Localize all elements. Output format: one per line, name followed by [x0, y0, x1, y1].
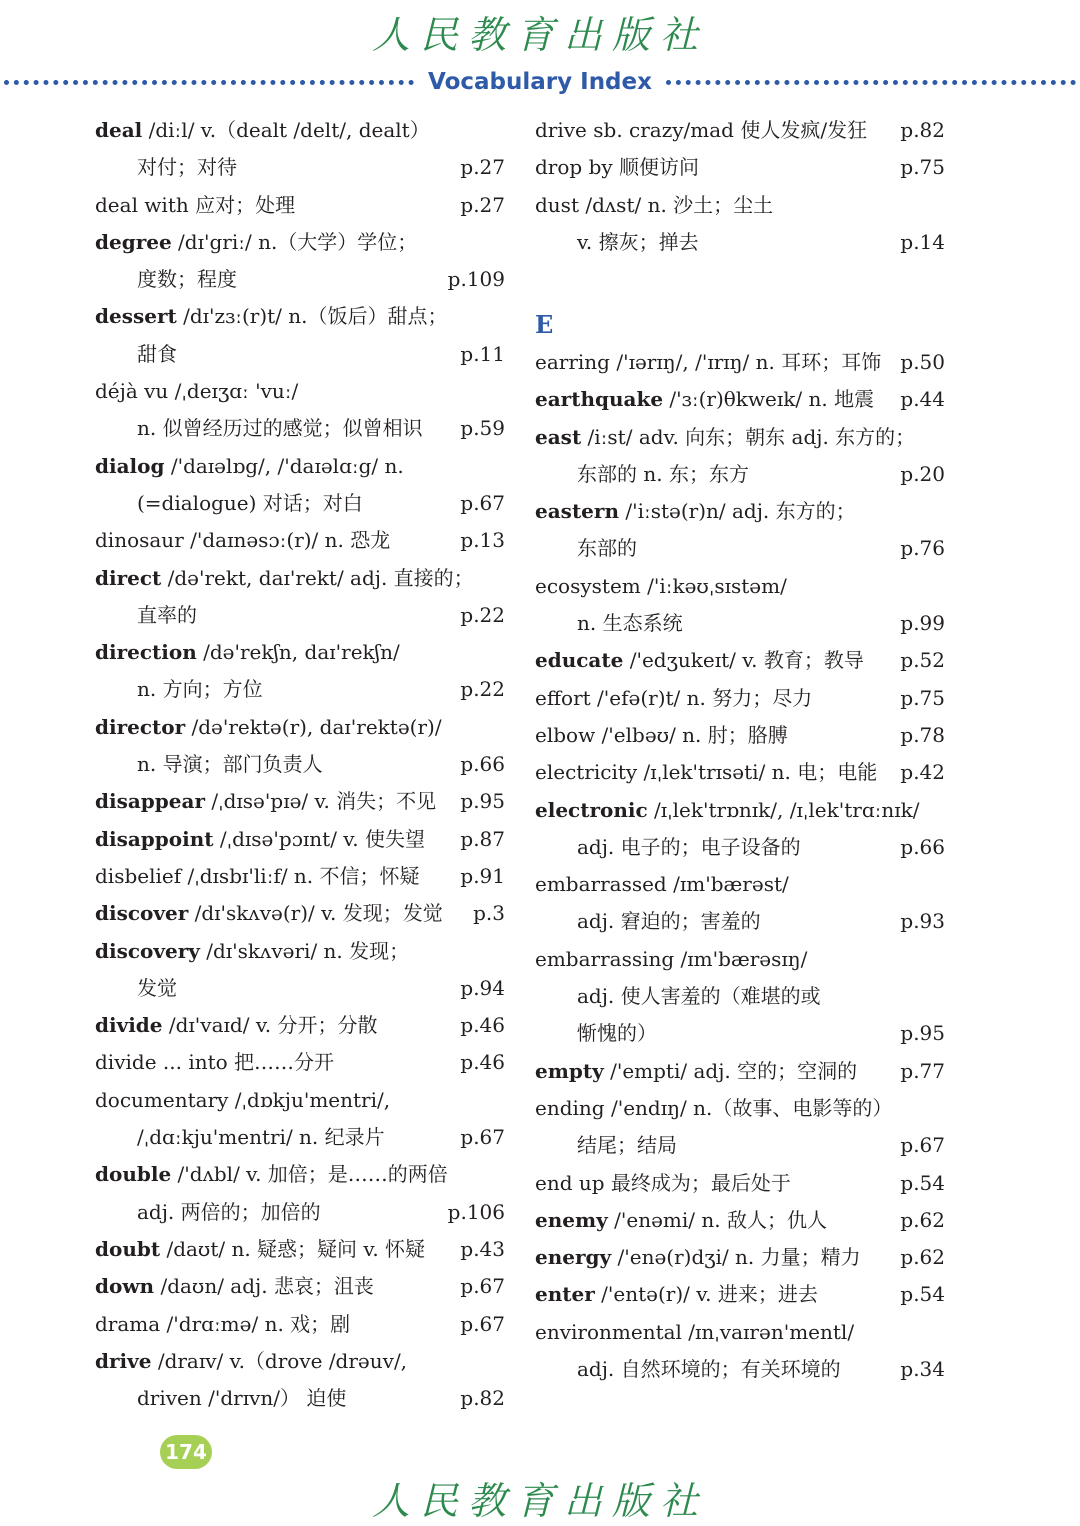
- vocab-entry: [95, 298, 505, 335]
- headword: deal with: [95, 192, 189, 217]
- vocab-entry: [95, 1082, 505, 1119]
- entry-definition: /dʌst/ n. 沙土；尘土: [578, 192, 774, 217]
- headword: dinosaur: [95, 528, 184, 553]
- headword: drive sb. crazy/mad: [535, 118, 734, 142]
- page-reference: p.67: [460, 1311, 505, 1336]
- headword: dialog: [95, 453, 165, 478]
- headword: drive: [95, 1348, 152, 1373]
- headword: end up: [535, 1170, 605, 1195]
- headword: déjà vu: [95, 379, 169, 404]
- entry-definition: 结尾；结局: [577, 1133, 677, 1158]
- headword: doubt: [95, 1236, 161, 1261]
- vocab-entry: [95, 560, 505, 597]
- entry-definition: /'enəmi/ n. 敌人；仇人: [607, 1207, 827, 1232]
- entry-definition: /daʊn/ adj. 悲哀；沮丧: [154, 1274, 374, 1299]
- headword: empty: [535, 1058, 604, 1083]
- page-reference: p.67: [900, 1133, 945, 1158]
- page-reference: p.78: [900, 722, 945, 747]
- headword: deal: [95, 118, 143, 142]
- entry-definition: 发觉: [137, 975, 177, 1000]
- entry-definition: /dɪ'zɜː(r)t/ n.（饭后）甜点；: [176, 304, 448, 329]
- vocab-entry: [535, 419, 945, 456]
- right-column-e: [535, 344, 945, 1388]
- vocab-entry: [95, 448, 505, 485]
- header-dots-right: [666, 80, 1076, 85]
- page-number-badge: 174: [160, 1435, 212, 1469]
- entry-definition: /ɪˌlek'trɒnɪk/, /ɪˌlek'trɑːnɪk/: [647, 797, 920, 822]
- page-reference: p.20: [900, 461, 945, 486]
- vocab-entry: [535, 1053, 945, 1090]
- entry-continuation: [95, 149, 505, 186]
- entry-definition: 直率的: [137, 602, 197, 627]
- entry-continuation: [535, 605, 945, 642]
- vocab-entry: [535, 1090, 945, 1127]
- entry-definition: /daʊt/ n. 疑惑；疑问 v. 怀疑: [160, 1236, 426, 1261]
- page-reference: p.76: [900, 536, 945, 561]
- vocab-entry: [95, 933, 505, 970]
- entry-continuation: [95, 1119, 505, 1156]
- vocab-entry: [535, 792, 945, 829]
- entry-definition: 甜食: [137, 341, 177, 366]
- entry-definition: /ɪm'bærəst/: [666, 872, 789, 897]
- entry-definition: /dɪ'vaɪd/ v. 分开；分散: [162, 1013, 378, 1038]
- entry-definition: adj. 自然环境的；有关环境的: [577, 1357, 841, 1382]
- entry-definition: adj. 电子的；电子设备的: [577, 834, 801, 859]
- entry-definition: 东部的: [577, 536, 637, 561]
- page-reference: p.95: [900, 1021, 945, 1046]
- entry-definition: 对付；对待: [137, 155, 237, 180]
- page-reference: p.87: [460, 826, 505, 851]
- headword: disappear: [95, 789, 205, 814]
- entry-definition: /dɪ'skʌvə(r)/ v. 发现；发觉: [188, 901, 443, 926]
- entry-definition: /də'rekt, daɪ'rekt/ adj. 直接的；: [161, 565, 474, 590]
- vocab-entry: [95, 858, 505, 895]
- entry-continuation: [95, 336, 505, 373]
- entry-definition: adj. 窘迫的；害羞的: [577, 909, 761, 934]
- entry-continuation: [535, 903, 945, 940]
- entry-definition: v. 擦灰；掸去: [577, 229, 699, 254]
- page-reference: p.93: [900, 909, 945, 934]
- page-reference: p.67: [460, 1274, 505, 1299]
- vocab-entry: [95, 1343, 505, 1380]
- header-title: Vocabulary Index: [428, 69, 652, 95]
- publisher-watermark-top: 人民教育出版社: [371, 13, 708, 57]
- page-reference: p.62: [900, 1245, 945, 1270]
- vocab-entry: [95, 821, 505, 858]
- vocab-entry: [535, 1314, 945, 1351]
- headword: environmental: [535, 1319, 682, 1344]
- entry-definition: /dɪ'griː/ n.（大学）学位；: [171, 229, 418, 254]
- entry-continuation: [535, 1015, 945, 1052]
- page-reference: p.54: [900, 1282, 945, 1307]
- vocab-entry: [535, 381, 945, 418]
- entry-definition: adj. 两倍的；加倍的: [137, 1199, 321, 1224]
- vocab-entry: [535, 717, 945, 754]
- entry-definition: /ˌdɪsə'pɪə/ v. 消失；不见: [205, 789, 437, 814]
- page-reference: p.94: [460, 975, 505, 1000]
- entry-definition: 应对；处理: [188, 192, 296, 217]
- headword: down: [95, 1274, 155, 1299]
- entry-continuation: [535, 1127, 945, 1164]
- headword: discovery: [95, 938, 200, 963]
- vocab-entry: [95, 1007, 505, 1044]
- headword: embarrassing: [535, 946, 675, 971]
- entry-definition: /draɪv/ v.（drove /drəuv/,: [151, 1348, 408, 1373]
- entry-definition: 惭愧的）: [577, 1021, 657, 1046]
- page-reference: p.27: [460, 192, 505, 217]
- entry-definition: /'ɜː(r)θkweɪk/ n. 地震: [663, 387, 875, 412]
- entry-definition: /ˌdeɪʒɑː 'vuː/: [168, 379, 299, 404]
- headword: elbow: [535, 722, 596, 747]
- headword: electronic: [535, 797, 648, 822]
- vocab-entry: [535, 642, 945, 679]
- entry-definition: /'iːkəʊˌsɪstəm/: [640, 573, 787, 598]
- page-reference: p.43: [460, 1236, 505, 1261]
- entry-continuation: [535, 224, 945, 261]
- headword: drama: [95, 1311, 161, 1336]
- vocab-entry: [535, 112, 945, 149]
- page-reference: p.75: [900, 685, 945, 710]
- entry-continuation: [535, 829, 945, 866]
- headword: educate: [535, 648, 624, 673]
- page-reference: p.54: [900, 1170, 945, 1195]
- entry-definition: 度数；程度: [137, 267, 237, 292]
- header-dots-left: [4, 80, 414, 85]
- page-reference: p.46: [460, 1050, 505, 1075]
- page-reference: p.52: [900, 648, 945, 673]
- entry-definition: 东部的 n. 东；东方: [577, 461, 749, 486]
- page-reference: p.22: [460, 602, 505, 627]
- vocab-entry: [95, 1156, 505, 1193]
- entry-continuation: [95, 746, 505, 783]
- entry-definition: /ˌdɪsbɪ'liːf/ n. 不信；怀疑: [181, 863, 420, 888]
- page-reference: p.59: [460, 416, 505, 441]
- entry-continuation: [95, 261, 505, 298]
- headword: effort: [535, 685, 591, 710]
- vocab-entry: [95, 895, 505, 932]
- page-reference: p.82: [900, 118, 945, 142]
- entry-continuation: [95, 597, 505, 634]
- left-column: [95, 112, 505, 1417]
- headword: embarrassed: [535, 872, 667, 897]
- vocab-entry: [95, 187, 505, 224]
- headword: documentary: [95, 1087, 229, 1112]
- entry-continuation: [95, 485, 505, 522]
- headword: direct: [95, 565, 162, 590]
- vocab-entry: [535, 1239, 945, 1276]
- entry-definition: /dɪ'skʌvəri/ n. 发现；: [199, 938, 410, 963]
- headword: disbelief: [95, 863, 182, 888]
- page-reference: p.106: [447, 1199, 505, 1224]
- headword: divide: [95, 1013, 163, 1038]
- vocab-entry: [535, 1202, 945, 1239]
- vocab-entry: [95, 634, 505, 671]
- page-reference: p.50: [900, 350, 945, 374]
- entry-definition: /'ɪərɪŋ/, /'ɪrɪŋ/ n. 耳环；耳饰: [609, 350, 882, 374]
- headword: eastern: [535, 499, 619, 524]
- entry-definition: /də'rekʃn, daɪ'rekʃn/: [196, 640, 400, 665]
- page-reference: p.91: [460, 863, 505, 888]
- vocab-entry: [95, 224, 505, 261]
- entry-definition: /ɪnˌvaɪrən'mentl/: [681, 1319, 855, 1344]
- headword: east: [535, 424, 582, 449]
- headword: divide ... into: [95, 1050, 228, 1075]
- entry-definition: /'dʌbl/ v. 加倍；是……的两倍: [171, 1162, 448, 1187]
- entry-continuation: [535, 1351, 945, 1388]
- vocab-entry: [535, 568, 945, 605]
- vocab-entry: [535, 1276, 945, 1313]
- entry-definition: 最终成为；最后处于: [604, 1170, 791, 1195]
- page-reference: p.67: [460, 1125, 505, 1150]
- headword: earring: [535, 350, 610, 374]
- entry-definition: /'efə(r)t/ n. 努力；尽力: [590, 685, 813, 710]
- headword: ecosystem: [535, 573, 641, 598]
- vocab-entry: [95, 709, 505, 746]
- entry-definition: /ɪm'bærəsɪŋ/: [674, 946, 808, 971]
- vocab-entry: [95, 1044, 505, 1081]
- entry-definition: /'elbəʊ/ n. 肘；胳膊: [595, 722, 788, 747]
- entry-continuation: [535, 530, 945, 567]
- section-header: [0, 64, 1080, 100]
- entry-definition: 顺便访问: [612, 155, 700, 180]
- entry-definition: /ˌdɒkju'mentri/,: [228, 1087, 391, 1112]
- page-reference: p.95: [460, 789, 505, 814]
- entry-definition: /ˌdɑːkju'mentri/ n. 纪录片: [137, 1125, 385, 1150]
- entry-definition: /'endɪŋ/ n.（故事、电影等的）: [604, 1095, 893, 1120]
- section-letter: E: [535, 310, 554, 339]
- headword: electricity: [535, 760, 638, 785]
- entry-definition: /'entə(r)/ v. 进来；进去: [594, 1282, 818, 1307]
- page-reference: p.22: [460, 677, 505, 702]
- vocab-entry: [535, 680, 945, 717]
- entry-continuation: [95, 970, 505, 1007]
- vocab-entry: [95, 783, 505, 820]
- publisher-watermark-bottom: 人民教育出版社: [371, 1479, 708, 1523]
- page-reference: p.66: [900, 834, 945, 859]
- page-reference: p.82: [460, 1386, 505, 1411]
- headword: enter: [535, 1282, 595, 1307]
- page-reference: p.14: [900, 229, 945, 254]
- page-reference: p.44: [900, 387, 945, 412]
- vocab-entry: [95, 1231, 505, 1268]
- entry-definition: /'enə(r)dʒi/ n. 力量；精力: [611, 1245, 861, 1270]
- entry-continuation: [95, 1380, 505, 1417]
- entry-continuation: [95, 410, 505, 447]
- vocab-entry: [535, 493, 945, 530]
- entry-definition: /'daɪnəsɔː(r)/ n. 恐龙: [183, 528, 391, 553]
- entry-definition: adj. 使人害羞的（难堪的或: [577, 984, 821, 1009]
- page-reference: p.11: [460, 341, 505, 366]
- vocab-entry: [95, 1268, 505, 1305]
- entry-definition: 把……分开: [227, 1050, 335, 1075]
- vocab-entry: [535, 941, 945, 978]
- vocab-entry: [535, 866, 945, 903]
- entry-definition: 使人发疯/发狂: [733, 118, 868, 142]
- entry-continuation: [95, 671, 505, 708]
- headword: energy: [535, 1245, 612, 1270]
- entry-definition: /'daɪəlɒg/, /'daɪəlɑːg/ n.: [164, 453, 404, 478]
- entry-definition: n. 似曾经历过的感觉；似曾相识: [137, 416, 423, 441]
- headword: ending: [535, 1095, 605, 1120]
- entry-definition: driven /'drɪvn/） 迫使: [137, 1386, 347, 1411]
- entry-definition: n. 方向；方位: [137, 677, 263, 702]
- entry-definition: n. 导演；部门负责人: [137, 752, 323, 777]
- entry-definition: /'iːstə(r)n/ adj. 东方的；: [618, 499, 856, 524]
- headword: earthquake: [535, 387, 664, 412]
- page-reference: p.66: [460, 752, 505, 777]
- entry-continuation: [95, 1194, 505, 1231]
- vocab-entry: [95, 373, 505, 410]
- headword: discover: [95, 901, 189, 926]
- headword: double: [95, 1162, 172, 1187]
- vocab-entry: [535, 1165, 945, 1202]
- page-reference: p.27: [460, 155, 505, 180]
- headword: drop by: [535, 155, 613, 180]
- entry-definition: /diːl/ v.（dealt /delt/, dealt）: [142, 118, 430, 142]
- page-reference: p.77: [900, 1058, 945, 1083]
- vocab-entry: [535, 754, 945, 791]
- page-reference: p.34: [900, 1357, 945, 1382]
- headword: dust: [535, 192, 579, 217]
- headword: enemy: [535, 1207, 608, 1232]
- entry-definition: /'empti/ adj. 空的；空洞的: [603, 1058, 858, 1083]
- headword: direction: [95, 640, 197, 665]
- page-reference: p.46: [460, 1013, 505, 1038]
- vocab-entry: [95, 522, 505, 559]
- page-reference: p.3: [473, 901, 505, 926]
- vocab-entry: [95, 1306, 505, 1343]
- headword: director: [95, 714, 186, 739]
- entry-definition: /ˌdɪsə'pɔɪnt/ v. 使失望: [213, 826, 425, 851]
- vocab-entry: [535, 344, 945, 381]
- page-reference: p.109: [447, 267, 505, 292]
- page-reference: p.99: [900, 611, 945, 636]
- entry-definition: /iːst/ adv. 向东；朝东 adj. 东方的；: [581, 424, 916, 449]
- headword: dessert: [95, 304, 177, 329]
- right-column-top: [535, 112, 945, 261]
- vocab-entry: [535, 149, 945, 186]
- entry-continuation: [535, 456, 945, 493]
- page-reference: p.67: [460, 490, 505, 515]
- entry-definition: /'drɑːmə/ n. 戏；剧: [160, 1311, 351, 1336]
- page-reference: p.75: [900, 155, 945, 180]
- headword: disappoint: [95, 826, 214, 851]
- entry-continuation: [535, 978, 945, 1015]
- headword: degree: [95, 229, 172, 254]
- entry-definition: n. 生态系统: [577, 611, 683, 636]
- entry-definition: /ɪˌlek'trɪsəti/ n. 电；电能: [637, 760, 878, 785]
- page-reference: p.13: [460, 528, 505, 553]
- vocab-entry: [535, 187, 945, 224]
- entry-definition: /'edʒukeɪt/ v. 教育；教导: [623, 648, 864, 673]
- vocab-entry: [95, 112, 505, 149]
- entry-definition: /də'rektə(r), daɪ'rektə(r)/: [185, 714, 442, 739]
- page-reference: p.42: [900, 760, 945, 785]
- entry-definition: (=dialogue) 对话；对白: [137, 490, 363, 515]
- page-reference: p.62: [900, 1207, 945, 1232]
